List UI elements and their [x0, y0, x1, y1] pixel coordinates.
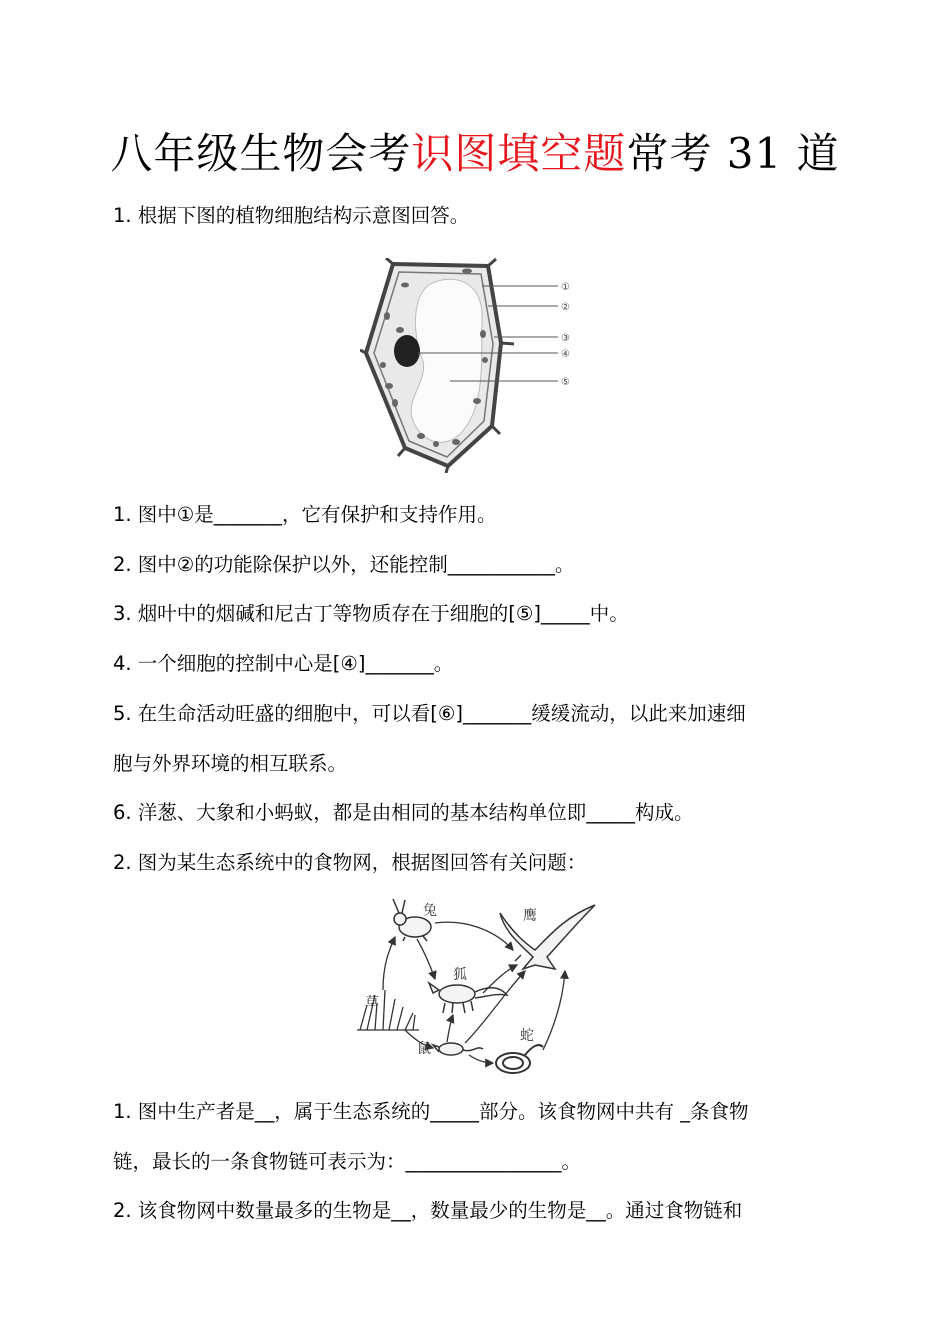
- q1-item-3: 3. 烟叶中的烟碱和尼古丁等物质存在于细胞的[⑤]_____中。: [113, 602, 629, 625]
- label-mouse: 鼠: [417, 1041, 431, 1057]
- q2-item-2: 2. 该食物网中数量最多的生物是__，数量最少的生物是__。通过食物链和: [113, 1199, 743, 1222]
- q2-item-1-cont: 链，最长的一条食物链可表示为：________________。: [113, 1150, 582, 1173]
- food-web-labels: [365, 903, 537, 1057]
- title-part-3: 常考 31 道: [626, 129, 840, 178]
- label-fox: 狐: [453, 967, 467, 983]
- hawk-drawing: [500, 905, 595, 969]
- question-1-heading: 1. 根据下图的植物细胞结构示意图回答。: [113, 204, 470, 227]
- title-part-2-highlight: 识图填空题: [411, 129, 627, 178]
- cell-figure-labels: [561, 282, 570, 388]
- page-title: [0, 128, 950, 180]
- plant-cell-diagram: [360, 258, 590, 473]
- label-hawk: 鹰: [523, 908, 537, 924]
- nucleus: [394, 335, 420, 367]
- label-grass: 草: [365, 995, 379, 1011]
- q1-item-4: 4. 一个细胞的控制中心是[④]_______。: [113, 652, 454, 675]
- q1-item-2: 2. 图中②的功能除保护以外，还能控制___________。: [113, 553, 575, 576]
- figure-label-2: ②: [561, 302, 570, 313]
- title-part-1: 八年级生物会考: [110, 129, 412, 178]
- q1-item-5: 5. 在生命活动旺盛的细胞中，可以看[⑥]_______缓缓流动，以此来加速细: [113, 702, 746, 725]
- figure-label-3: ③: [561, 333, 570, 344]
- figure-label-4: ④: [561, 349, 570, 360]
- q1-item-5-cont: 胞与外界环境的相互联系。: [113, 752, 348, 775]
- food-web-diagram: [355, 895, 605, 1085]
- figure-label-5: ⑤: [561, 377, 570, 388]
- q1-item-6: 6. 洋葱、大象和小蚂蚁，都是由相同的基本结构单位即_____构成。: [113, 801, 694, 824]
- label-rabbit: 兔: [423, 903, 437, 919]
- fox-drawing: [429, 983, 507, 1013]
- q2-item-1: 1. 图中生产者是__，属于生态系统的_____部分。该食物网中共有 _条食物: [113, 1100, 749, 1123]
- q1-item-1: 1. 图中①是_______，它有保护和支持作用。: [113, 503, 497, 526]
- label-snake: 蛇: [520, 1028, 534, 1044]
- question-2-heading: 2. 图为某生态系统中的食物网，根据图回答有关问题：: [113, 851, 587, 874]
- snake-drawing: [496, 1045, 543, 1073]
- mouse-drawing: [433, 1043, 483, 1055]
- figure-label-1: ①: [561, 282, 570, 293]
